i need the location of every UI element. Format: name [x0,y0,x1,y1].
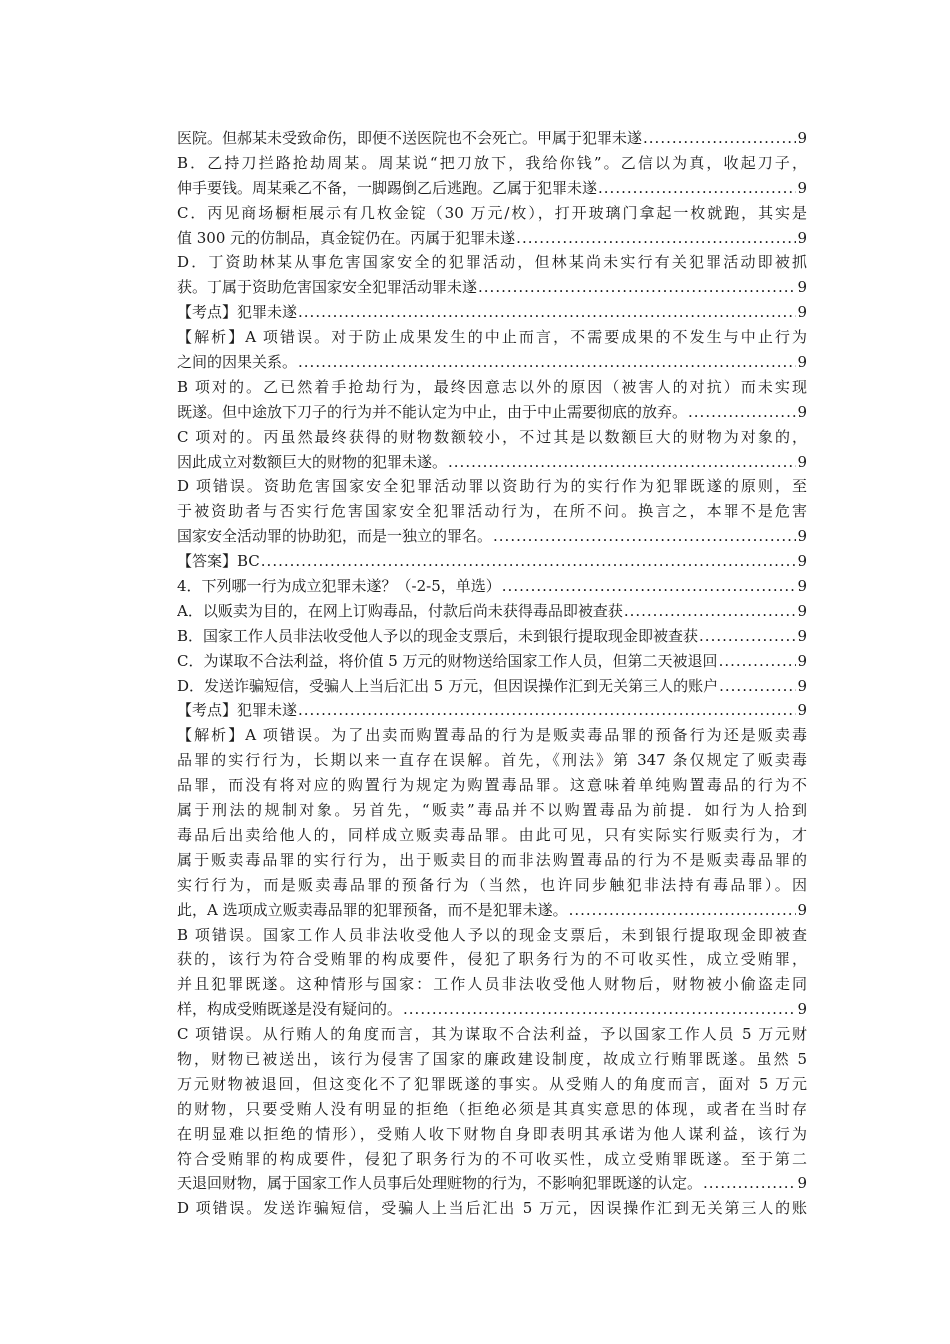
toc-line [177,674,807,699]
page-number: 9 [797,452,807,471]
text-line [177,1047,807,1072]
dot-leader [643,126,796,151]
line-text: 【答案】BC [177,552,260,571]
page-number: 9 [797,278,807,297]
line-text: 的财物，只要受贿人没有明显的拒绝（拒绝必须是其真实意思的体现，或者在当时存 [177,1099,807,1118]
line-text: 符合受贿罪的构成要件，侵犯了职务行为的不可收买性，成立受贿罪既遂。至于第二 [177,1149,807,1168]
dot-leader [624,599,797,624]
line-text: C．丙见商场橱柜展示有几枚金锭（30 万元/枚），打开玻璃门拿起一枚就跑，其实是 [177,203,807,222]
line-text: 【考点】犯罪未遂 [177,303,298,322]
line-text: 【考点】犯罪未遂 [177,701,298,720]
toc-line [177,698,807,723]
line-text: D 项错误。发送诈骗短信，受骗人上当后汇出 5 万元，因误操作汇到无关第三人的账 [177,1199,807,1218]
page-number: 9 [797,303,807,322]
text-line [177,773,807,798]
page-number: 9 [797,527,807,546]
dot-leader [298,350,796,375]
text-line [177,1122,807,1147]
line-text: B．乙持刀拦路抢劫周某。周某说“把刀放下，我给你钱”。乙信以为真，收起刀子， [177,153,807,172]
page-number: 9 [797,1000,807,1019]
dot-leader [598,176,796,201]
line-text: 于被资助者与否实行危害国家安全犯罪活动行为，在所不问。换言之，本罪不是危害 [177,502,807,521]
text-line [177,425,807,450]
dot-leader [516,226,796,251]
toc-line [177,599,807,624]
line-text: 获。丁属于资助危害国家安全犯罪活动罪未遂 [177,278,478,297]
page-number: 9 [797,626,807,645]
text-line [177,250,807,275]
line-text: 实行行为，而是贩卖毒品罪的预备行为（当然，也许同步触犯非法持有毒品罪）。因 [177,875,807,894]
dot-leader [569,898,797,923]
dot-leader [448,450,796,475]
page-number: 9 [797,353,807,372]
line-text: B．国家工作人员非法收受他人予以的现金支票后，未到银行提取现金即被查获 [177,626,699,645]
dot-leader [502,574,797,599]
toc-line [177,898,807,923]
line-text: 因此成立对数额巨大的财物的犯罪未遂。 [177,452,448,471]
toc-line [177,997,807,1022]
line-text: 物，财物已被送出，该行为侵害了国家的廉政建设制度，故成立行贿罪既遂。虽然 5 [177,1049,807,1068]
text-line [177,325,807,350]
line-text: C 项错误。从行贿人的角度而言，其为谋取不合法利益，予以国家工作人员 5 万元财 [177,1025,807,1044]
line-text: D．丁资助林某从事危害国家安全的犯罪活动，但林某尚未实行有关犯罪活动即被抓 [177,253,807,272]
line-text: B 项错误。国家工作人员非法收受他人予以的现金支票后，未到银行提取现金即被查 [177,925,807,944]
line-text: 既遂。但中途放下刀子的行为并不能认定为中止，由于中止需要彻底的放弃。 [177,402,688,421]
page-number: 9 [797,178,807,197]
line-text: 伸手要钱。周某乘乙不备，一脚踢倒乙后逃跑。乙属于犯罪未遂 [177,178,598,197]
line-text: D 项错误。资助危害国家安全犯罪活动罪以资助行为的实行作为犯罪既遂的原则，至 [177,477,807,496]
text-line [177,748,807,773]
line-text: 样，构成受贿既遂是没有疑问的。 [177,1000,403,1019]
line-text: 之间的因果关系。 [177,353,298,372]
text-line [177,873,807,898]
text-line [177,1072,807,1097]
page-number: 9 [797,577,807,596]
line-text: 国家安全活动罪的协助犯，而是一独立的罪名。 [177,527,493,546]
page-number: 9 [797,676,807,695]
text-line [177,848,807,873]
toc-line [177,524,807,549]
page-number: 9 [797,601,807,620]
page-number: 9 [797,552,807,571]
toc-line [177,649,807,674]
dot-leader [699,624,796,649]
text-line [177,798,807,823]
text-line [177,499,807,524]
toc-line [177,350,807,375]
dot-leader [688,400,796,425]
line-text: 【解析】A 项错误。为了出卖而购置毒品的行为是贩卖毒品罪的预备行为还是贩卖毒 [177,726,807,745]
toc-line [177,226,807,251]
document-body [177,126,807,1221]
line-text: 值 300 元的仿制品，真金锭仍在。丙属于犯罪未遂 [177,228,516,247]
text-line [177,1196,807,1221]
text-line [177,201,807,226]
line-text: A．以贩卖为目的，在网上订购毒品，付款后尚未获得毒品即被查获 [177,601,623,620]
line-text: 此，A 选项成立贩卖毒品罪的犯罪预备，而不是犯罪未遂。 [177,900,568,919]
line-text: 4．下列哪一行为成立犯罪未遂？（-2-5，单选） [177,577,501,596]
text-line [177,1147,807,1172]
line-text: 获的，该行为符合受贿罪的构成要件，侵犯了职务行为的不可收买性，成立受贿罪， [177,950,807,969]
toc-line [177,1171,807,1196]
text-line [177,1022,807,1047]
line-text: D．发送诈骗短信，受骗人上当后汇出 5 万元，但因误操作汇到无关第三人的账户 [177,676,719,695]
dot-leader [493,524,796,549]
text-line [177,947,807,972]
text-line [177,1097,807,1122]
toc-line [177,126,807,151]
text-line [177,823,807,848]
page-number: 9 [797,651,807,670]
line-text: C．为谋取不合法利益，将价值 5 万元的财物送给国家工作人员，但第二天被退回 [177,651,718,670]
text-line [177,723,807,748]
text-line [177,151,807,176]
line-text: 万元财物被退回，但这变化不了犯罪既遂的事实。从受贿人的角度而言，面对 5 万元 [177,1074,807,1093]
line-text: 品罪的实行行为，长期以来一直存在误解。首先，《刑法》第 347 条仅规定了贩卖毒 [177,751,807,770]
dot-leader [703,1171,796,1196]
dot-leader [478,275,796,300]
line-text: 医院。但郝某未受致命伤，即便不送医院也不会死亡。甲属于犯罪未遂 [177,129,643,147]
text-line [177,474,807,499]
text-line [177,923,807,948]
toc-line [177,300,807,325]
line-text: 【解析】A 项错误。对于防止成果发生的中止而言，不需要成果的不发生与中止行为 [177,328,807,347]
page-number: 9 [797,900,807,919]
line-text: 毒品后出卖给他人的，同样成立贩卖毒品罪。由此可见，只有实际实行贩卖行为，才 [177,825,807,844]
toc-line [177,624,807,649]
dot-leader [719,674,796,699]
text-line [177,972,807,997]
line-text: 属于刑法的规制对象。另首先，“贩卖”毒品并不以购置毒品为前提．如行为人拾到 [177,801,807,820]
page-number: 9 [797,228,807,247]
line-text: 属于贩卖毒品罪的实行行为，出于贩卖目的而非法购置毒品的行为不是贩卖毒品罪的 [177,850,807,869]
toc-line [177,450,807,475]
page-number: 9 [797,701,807,720]
dot-leader [261,549,797,574]
page-number: 9 [797,129,807,147]
page-number: 9 [797,402,807,421]
page-number: 9 [797,1174,807,1193]
line-text: 并且犯罪既遂。这种情形与国家：工作人员非法收受他人财物后，财物被小偷盗走同 [177,975,807,994]
line-text: 在明显难以拒绝的情形），受贿人收下财物自身即表明其承诺为他人谋利益，该行为 [177,1124,807,1143]
line-text: 天退回财物，属于国家工作人员事后处理赃物的行为，不影响犯罪既遂的认定。 [177,1174,703,1193]
dot-leader [719,649,797,674]
toc-line [177,549,807,574]
text-line [177,375,807,400]
dot-leader [403,997,796,1022]
dot-leader [298,698,796,723]
toc-line [177,400,807,425]
line-text: 品罪，而没有将对应的购置行为规定为购置毒品罪。这意味着单纯购置毒品的行为不 [177,776,807,795]
toc-line [177,176,807,201]
dot-leader [298,300,796,325]
toc-line [177,574,807,599]
line-text: B 项对的。乙已然着手抢劫行为，最终因意志以外的原因（被害人的对抗）而未实现 [177,377,807,396]
toc-line [177,275,807,300]
line-text: C 项对的。丙虽然最终获得的财物数额较小，不过其是以数额巨大的财物为对象的， [177,427,807,446]
